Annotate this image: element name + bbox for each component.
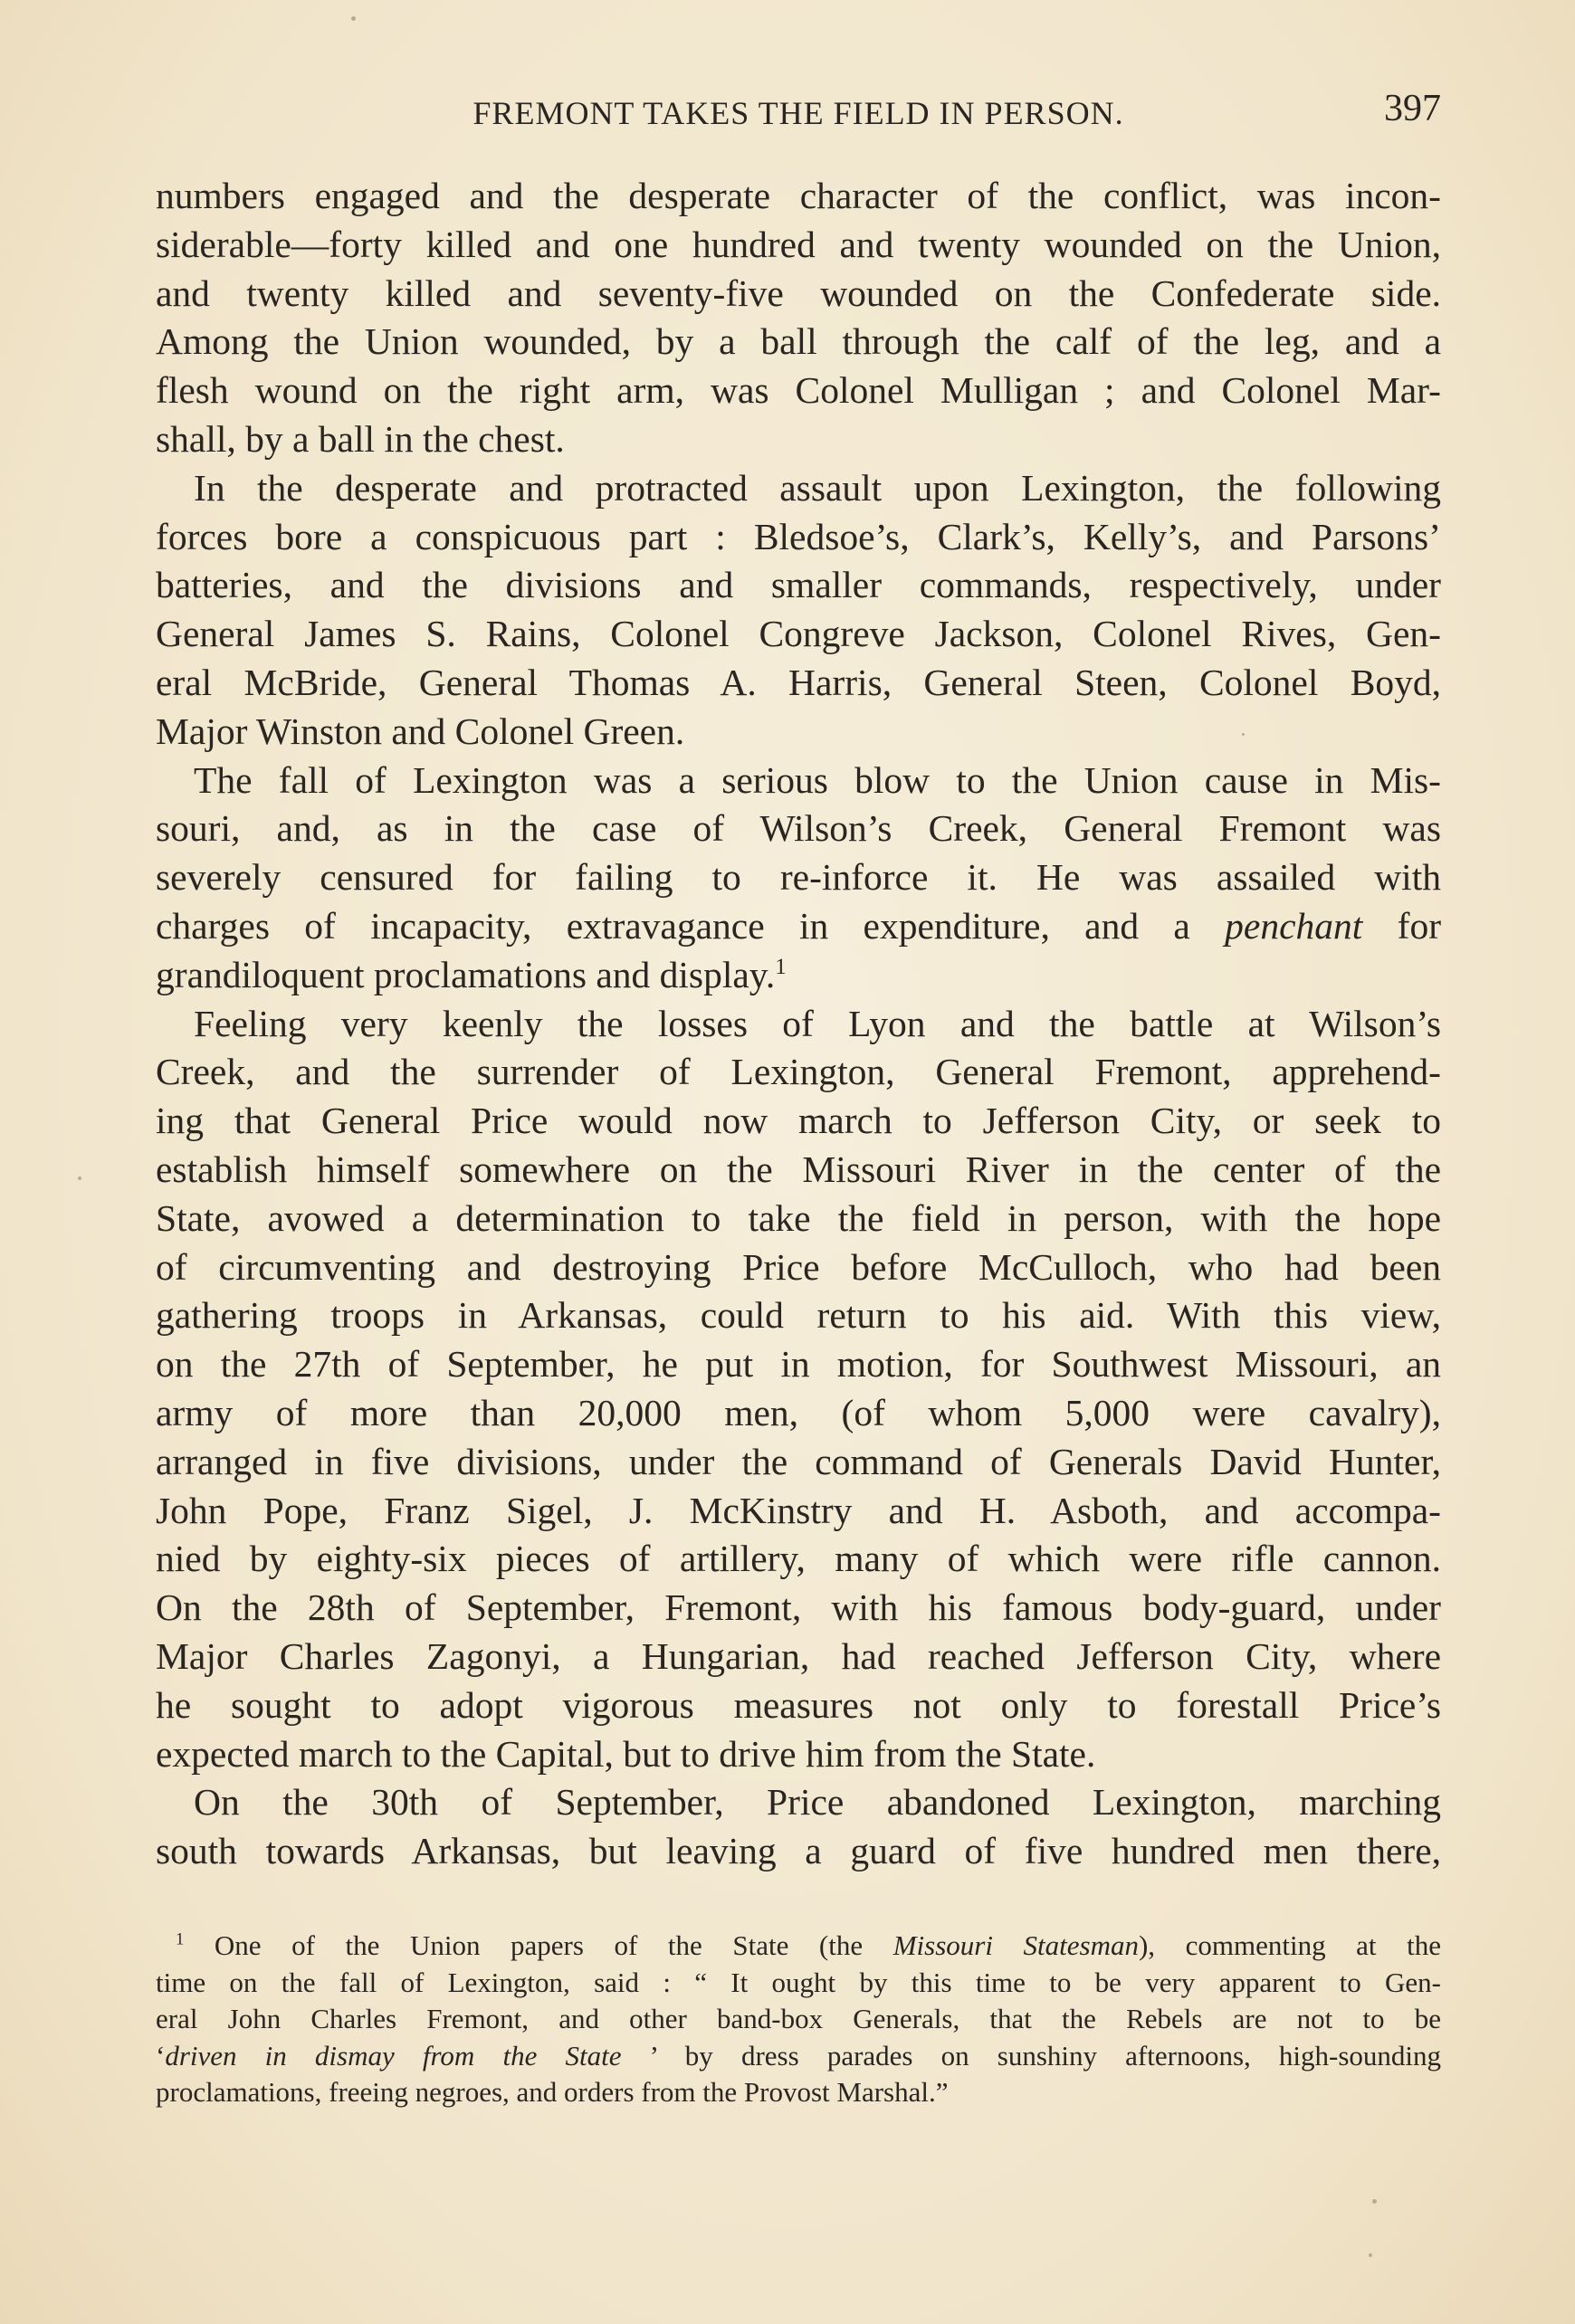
body-line: Major Charles Zagonyi, a Hungarian, had reached Jefferson City, where: [156, 1634, 1441, 1677]
paper-speck: [1242, 733, 1245, 736]
body-line: General James S. Rains, Colonel Congreve Jackson, Colonel Rives, Gen-: [156, 613, 1441, 655]
body-line: On the 30th of September, Price abandoned Lexington, marching: [194, 1781, 1441, 1824]
footnote-text: One of the Union papers of the State (the: [214, 1929, 864, 1961]
body-line: souri, and, as in the case of Wilson’s Creek, General Fremont was: [156, 807, 1441, 850]
body-line: flesh wound on the right arm, was Colonel Mulligan ; and Colonel Mar-: [156, 369, 1441, 412]
paper-speck: [78, 1176, 81, 1180]
body-line: establish himself somewhere on the Missouri River in the center of the: [156, 1148, 1441, 1190]
footnote-marker: 1: [176, 1929, 185, 1949]
footnote-line: proclamations, freeing negroes, and orders from the Provost Marshal.”: [156, 2076, 949, 2108]
running-head-title: FREMONT TAKES THE FIELD IN PERSON.: [472, 95, 1124, 131]
body-line: John Pope, Franz Sigel, J. McKinstry and H. Asboth, and accompa-: [156, 1489, 1441, 1531]
body-line: south towards Arkansas, but leaving a guard of five hundred men there,: [156, 1830, 1441, 1872]
body-line: State, avowed a determination to take the field in person, with the hope: [156, 1196, 1441, 1239]
body-line: batteries, and the divisions and smaller commands, respectively, under: [156, 564, 1441, 606]
body-line: gathering troops in Arkansas, could return to his aid. With this view,: [156, 1294, 1441, 1337]
footnote-line: [156, 1928, 1441, 1965]
body-line: nied by eighty-six pieces of artillery, many of which were rifle cannon.: [156, 1538, 1441, 1580]
footnote-text: ‘: [156, 2039, 166, 2072]
footnote-italic: Missouri Statesman: [892, 1929, 1139, 1961]
footnote-italic: driven in dismay from the State: [165, 2039, 622, 2072]
body-line: of circumventing and destroying Price before McCulloch, who had been: [156, 1245, 1441, 1288]
footnote-line: eral John Charles Fremont, and other band-box Generals, that the Rebels are not to be: [156, 2003, 1441, 2034]
body-line: siderable—forty killed and one hundred and twenty wounded on the Union,: [156, 223, 1441, 265]
body-line: ing that General Price would now march to Jefferson City, or seek to: [156, 1100, 1441, 1142]
body-line: numbers engaged and the desperate character of the conflict, was incon-: [156, 175, 1441, 216]
paper-speck: [1369, 2253, 1372, 2257]
footnote-line: [156, 2038, 1441, 2075]
body-line: expected march to the Capital, but to drive him from the State.: [156, 1732, 1096, 1775]
footnote-text: ), commenting at the: [1138, 1929, 1441, 1961]
running-head: [156, 88, 1441, 148]
body-line: Creek, and the surrender of Lexington, General Fremont, apprehend-: [156, 1051, 1441, 1093]
body-line: On the 28th of September, Fremont, with his famous body-guard, under: [156, 1586, 1441, 1629]
footnote: [156, 1928, 1441, 2111]
body-line: and twenty killed and seventy-five wounded on the Confederate side.: [156, 271, 1441, 314]
body-line: Feeling very keenly the losses of Lyon and the battle at Wilson’s: [194, 1002, 1441, 1044]
body-line: he sought to adopt vigorous measures not only to forestall Price’s: [156, 1683, 1441, 1726]
page-number: 397: [1384, 88, 1441, 129]
body-line: army of more than 20,000 men, (of whom 5,000 were cavalry),: [156, 1391, 1441, 1433]
body-line: Major Winston and Colonel Green.: [156, 710, 685, 752]
body-text: [156, 172, 1441, 1876]
body-line: In the desperate and protracted assault upon Lexington, the following: [194, 466, 1441, 509]
body-line-with-italic: [156, 902, 1441, 951]
body-text-fragment: charges of incapacity, extravagance in expenditure, and a: [156, 904, 1190, 947]
body-line: arranged in five divisions, under the command of Generals David Hunter,: [156, 1440, 1441, 1482]
body-line-with-footnote-ref: [156, 951, 1441, 1000]
footnote-line: time on the fall of Lexington, said : “ It ought by this time to be very apparent to Gen-: [156, 1966, 1441, 1998]
footnote-reference: 1: [775, 954, 787, 979]
body-line: Among the Union wounded, by a ball through the calf of the leg, and a: [156, 320, 1441, 363]
body-line: forces bore a conspicuous part : Bledsoe’s, Clark’s, Kelly’s, and Parsons’: [156, 515, 1441, 557]
footnote-text: ’ by dress parades on sunshiny afternoons, high-sounding: [649, 2039, 1442, 2072]
paper-speck: [351, 16, 356, 21]
body-line: on the 27th of September, he put in motion, for Southwest Missouri, an: [156, 1343, 1441, 1386]
body-line: severely censured for failing to re-inforce it. He was assailed with: [156, 856, 1441, 899]
body-line: The fall of Lexington was a serious blow to the Union cause in Mis-: [194, 758, 1441, 801]
body-line: eral McBride, General Thomas A. Harris, General Steen, Colonel Boyd,: [156, 661, 1441, 703]
body-text-fragment: for: [1397, 904, 1442, 947]
paper-speck: [1372, 2199, 1377, 2204]
body-line: shall, by a ball in the chest.: [156, 417, 565, 460]
body-text-fragment: grandiloquent proclamations and display.: [156, 953, 776, 995]
italic-word: penchant: [1225, 904, 1363, 947]
